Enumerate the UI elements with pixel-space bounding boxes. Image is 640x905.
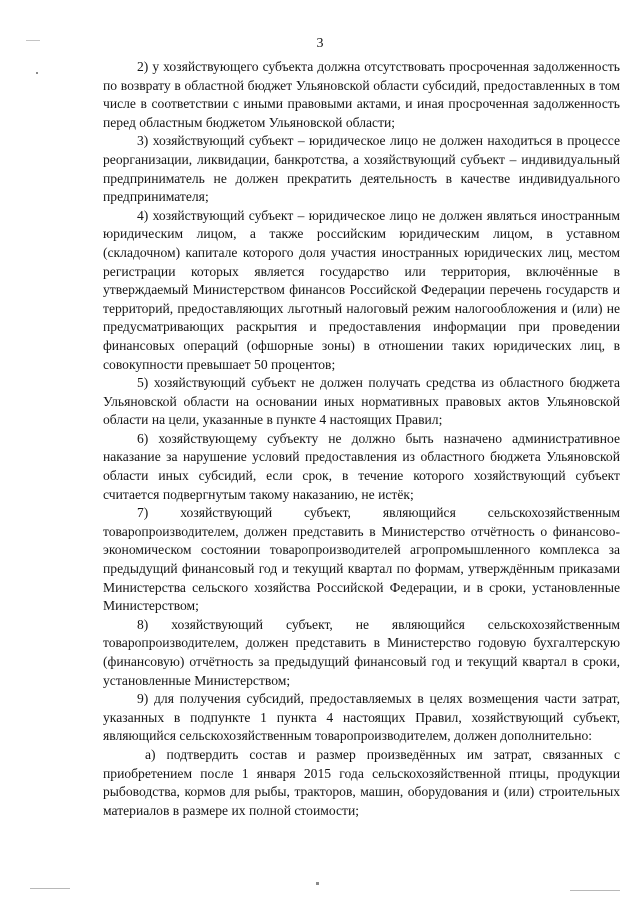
scan-mark: [26, 40, 40, 41]
paragraph-item-8: 8) хозяйствующий субъект, не являющийся сельскохозяйственным товаропроизводителем, должен представить в Министерство годовую бухгалтерскую (финансовую) отчётность за предыдущий финансовый год и текущий квартал в сроки, установленные Министерством;: [103, 616, 620, 688]
paragraph-item-9: 9) для получения субсидий, предоставляемых в целях возмещения части затрат, указанных в подпункте 1 пункта 4 настоящих Правил, хозяйствующий субъект, являющийся сельскохозяйственным товаропроизводителем, должен дополнительно:: [103, 691, 620, 744]
paragraph-item-7: 7) хозяйствующий субъект, являющийся сельскохозяйственным товаропроизводителем, должен представить в Министерство отчётность о финансово-экономическом состоянии товаропроизводителей агропромышленного комплекса за предыдущий финансовый год и текущий квартал по формам, утверждённым приказами Министерства сельского хозяйства Российской Федерации, и в сроки, установленные Министерством;: [103, 505, 620, 614]
scan-mark: [36, 72, 38, 74]
paragraph-item-4: 4) хозяйствующий субъект – юридическое лицо не должен являться иностранным юридическим лицом, а также российским юридическим лицом, в уставном (складочном) капитале которого доля участия иностранных юридических лиц, местом регистрации которых является государство или территория, включённые в утверждаемый Министерством финансов Российской Федерации перечень государств и территорий, предоставляющих льготный налоговый режим налогообложения и (или) не предусматривающих раскрытия и предоставления информации при проведении финансовых операций (офшорные зоны) в отношении таких юридических лиц, в совокупности превышает 50 процентов;: [103, 207, 620, 372]
page-number: 3: [316, 36, 324, 51]
paragraph-item-6: 6) хозяйствующему субъекту не должно быть назначено административное наказание за нарушение условий предоставления из областного бюджета Ульяновской области иных субсидий, если срок, в течение которого хозяйствующий субъект считается подвергнутым такому наказанию, не истёк;: [103, 430, 620, 502]
paragraph-item-2: 2) у хозяйствующего субъекта должна отсутствовать просроченная задолженность по возврату в областной бюджет Ульяновской области субсидий, предоставленных в том числе в соответствии с иными правовыми актами, и иная просроченная задолженность перед областным бюджетом Ульяновской области;: [103, 59, 620, 130]
paragraph-subitem-a: а) подтвердить состав и размер произведённых им затрат, связанных с приобретением после 1 января 2015 года сельскохозяйственной птицы, продукции рыбоводства, кормов для рыбы, тракторов, машин, оборудования и (или) строительных материалов в размере их полной стоимости;: [103, 746, 620, 818]
scan-mark: [570, 890, 620, 891]
paragraph-item-3: 3) хозяйствующий субъект – юридическое лицо не должен находиться в процессе реорганизации, ликвидации, банкротства, а хозяйствующий субъект – индивидуальный предприниматель не должен прекратить деятельность в качестве индивидуального предпринимателя;: [103, 133, 620, 205]
scan-mark: [30, 888, 70, 889]
scan-mark: [316, 882, 319, 885]
paragraph-item-5: 5) хозяйствующий субъект не должен получать средства из областного бюджета Ульяновской области на основании иных нормативных правовых актов Ульяновской области на цели, указанные в пункте 4 настоящих Правил;: [103, 375, 620, 428]
document-body: [103, 58, 620, 820]
